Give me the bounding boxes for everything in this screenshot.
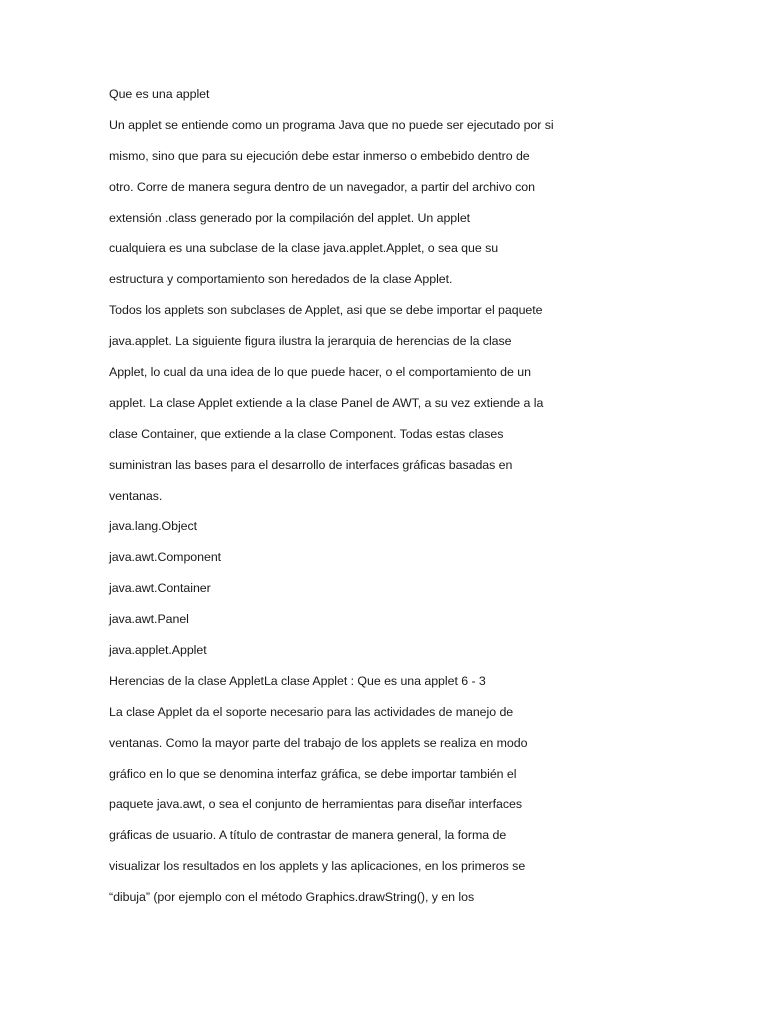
paragraph-line: paquete java.awt, o sea el conjunto de herramientas para diseñar interfaces [109,797,522,812]
paragraph-line: Un applet se entiende como un programa Java que no puede ser ejecutado por si [109,117,554,132]
document-body [109,84,599,918]
paragraph-line: ventanas. Como la mayor parte del trabajo de los applets se realiza en modo [109,735,528,750]
hierarchy-item: java.applet.Applet [109,643,207,658]
paragraph-line: otro. Corre de manera segura dentro de un navegador, a partir del archivo con [109,179,535,194]
paragraph-line: estructura y comportamiento son heredados de la clase Applet. [109,272,453,287]
hierarchy-item: java.lang.Object [109,519,198,534]
paragraph-line: Todos los applets son subclases de Applet, asi que se debe importar el paquete [109,303,543,318]
hierarchy-item: java.awt.Panel [109,612,189,627]
paragraph-line: “dibuja” (por ejemplo con el método Graphics.drawString(), y en los [109,890,475,905]
paragraph-line: suministran las bases para el desarrollo de interfaces gráficas basadas en [109,457,513,472]
paragraph-line: clase Container, que extiende a la clase Component. Todas estas clases [109,426,504,441]
paragraph-line: ventanas. [109,488,163,503]
paragraph-line: mismo, sino que para su ejecución debe estar inmerso o embebido dentro de [109,148,530,163]
figure-caption: Herencias de la clase AppletLa clase Applet : Que es una applet 6 - 3 [109,673,486,688]
hierarchy-item: java.awt.Component [109,550,222,565]
paragraph-line: java.applet. La siguiente figura ilustra la jerarquia de herencias de la clase [109,334,512,349]
hierarchy-item: java.awt.Container [109,581,211,596]
paragraph-line: extensión .class generado por la compilación del applet. Un applet [109,210,471,225]
paragraph-line: visualizar los resultados en los applets y las aplicaciones, en los primeros se [109,859,526,874]
paragraph-line: cualquiera es una subclase de la clase java.applet.Applet, o sea que su [109,241,499,256]
doc-title: Que es una applet [109,87,210,101]
paragraph-line: La clase Applet da el soporte necesario para las actividades de manejo de [109,704,514,719]
paragraph-line: gráficas de usuario. A título de contrastar de manera general, la forma de [109,828,507,843]
paragraph-line: applet. La clase Applet extiende a la clase Panel de AWT, a su vez extiende a la [109,395,544,410]
paragraph-line: Applet, lo cual da una idea de lo que puede hacer, o el comportamiento de un [109,365,531,380]
paragraph-line: gráfico en lo que se denomina interfaz gráfica, se debe importar también el [109,766,517,781]
